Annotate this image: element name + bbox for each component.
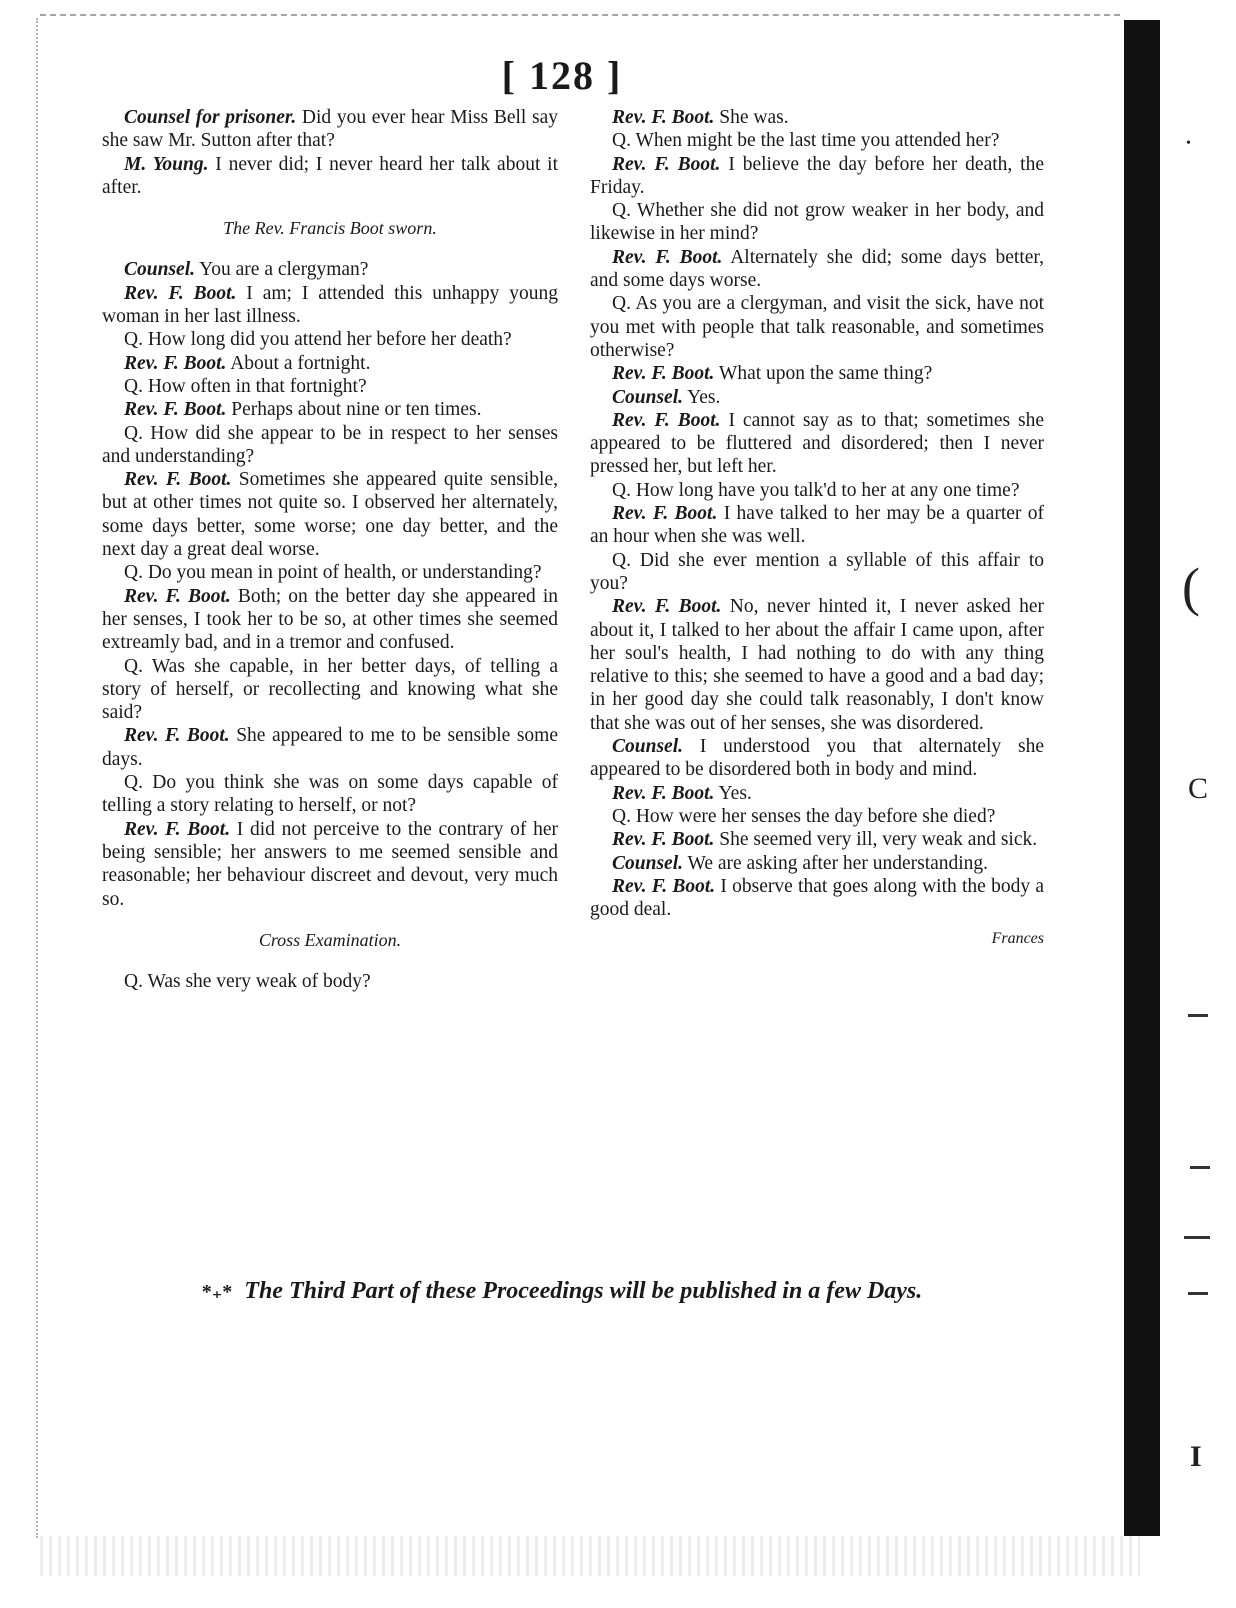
testimony-text: Q. How often in that fortnight?: [124, 375, 367, 397]
testimony-text: Perhaps about nine or ten times.: [226, 399, 482, 421]
testimony-paragraph: [102, 655, 558, 725]
speaker-label: Counsel.: [124, 259, 195, 281]
left-column: [102, 106, 558, 993]
right-column: [590, 106, 1044, 951]
testimony-paragraph: [102, 468, 558, 561]
testimony-paragraph: [590, 875, 1044, 922]
page-number: [ 128 ]: [501, 53, 623, 98]
testimony-paragraph: [590, 246, 1044, 293]
speaker-label: Rev. F. Boot.: [124, 818, 231, 840]
testimony-text: Q. How were her senses the day before she died?: [612, 805, 996, 827]
speaker-label: Rev. F. Boot.: [124, 399, 227, 421]
testimony-text: Both; on the better day she appeared in her senses, I took her to be so, at other times she seemed extreamly bad, and in a tremor and confused.: [102, 585, 558, 654]
testimony-text: I did not perceive to the contrary of her being sensible; her answers to me seemed sensible and reasonable; her behaviour discreet and devout, very much so.: [102, 818, 558, 910]
testimony-paragraph: [590, 199, 1044, 246]
speaker-label: Rev. F. Boot.: [612, 875, 716, 897]
testimony-text: Sometimes she appeared quite sensible, but at other times not quite so. I observed her alternately, some days better, some worse; one day better, and the next day a great deal worse.: [102, 469, 558, 561]
testimony-text: I understood you that alternately she appeared to be disordered both in body and mind.: [590, 736, 1044, 781]
testimony-text: Alternately she did; some days better, and some days worse.: [590, 246, 1044, 292]
testimony-paragraph: [590, 852, 1044, 875]
margin-dash: [1188, 1292, 1208, 1295]
testimony-paragraph: [102, 771, 558, 818]
margin-dot: •: [1186, 136, 1191, 151]
testimony-paragraph: [102, 970, 558, 993]
speaker-label: Rev. F. Boot.: [124, 469, 232, 491]
testimony-text: I have talked to her may be a quarter of an hour when she was well.: [590, 503, 1044, 548]
speaker-label: Rev. F. Boot.: [612, 246, 723, 268]
speaker-label: Counsel.: [612, 852, 683, 874]
catchword: Frances: [991, 930, 1044, 948]
testimony-paragraph: [102, 328, 558, 351]
testimony-text: She seemed very ill, very weak and sick.: [714, 829, 1038, 851]
speaker-label: Counsel for prisoner.: [124, 107, 297, 128]
testimony-paragraph: [102, 561, 558, 584]
testimony-text: Q. Was she very weak of body?: [124, 971, 371, 993]
testimony-paragraph: [102, 106, 558, 153]
testimony-paragraph: [590, 362, 1044, 385]
testimony-paragraph: [590, 549, 1044, 596]
facing-page-fragments: [1178, 0, 1236, 1608]
testimony-paragraph: [590, 735, 1044, 782]
testimony-paragraph: [102, 153, 558, 200]
scan-edge-bottom: [40, 1536, 1140, 1576]
testimony-paragraph: [590, 386, 1044, 409]
asterism: *₊*: [201, 1281, 233, 1303]
testimony-text: Q. When might be the last time you attended her?: [612, 130, 1000, 152]
testimony-text: She appeared to me to be sensible some days.: [102, 725, 558, 770]
testimony-paragraph: [102, 282, 558, 329]
speaker-label: Rev. F. Boot.: [612, 409, 721, 431]
testimony-text: I believe the day before her death, the Friday.: [590, 153, 1044, 198]
testimony-paragraph: [102, 352, 558, 375]
testimony-text: Q. How long have you talk'd to her at any one time?: [612, 479, 1020, 501]
testimony-text: Q. Whether she did not grow weaker in her body, and likewise in her mind?: [590, 200, 1044, 245]
speaker-label: Rev. F. Boot.: [124, 725, 230, 747]
testimony-paragraph: [590, 409, 1044, 479]
speaker-label: Rev. F. Boot.: [612, 782, 715, 804]
section-heading: The Rev. Francis Boot sworn.: [223, 218, 437, 239]
speaker-label: Counsel.: [612, 386, 683, 408]
margin-fragment-paren: (: [1182, 557, 1200, 617]
testimony-text: Q. Do you mean in point of health, or understanding?: [124, 562, 542, 584]
margin-fragment-i: I: [1190, 1440, 1202, 1473]
notice-text: The Third Part of these Proceedings will be published in a few Days.: [244, 1278, 923, 1304]
speaker-label: Rev. F. Boot.: [612, 153, 721, 175]
speaker-label: Counsel.: [612, 736, 683, 758]
testimony-paragraph: [590, 782, 1044, 805]
testimony-paragraph: [590, 805, 1044, 828]
testimony-paragraph: [590, 502, 1044, 549]
testimony-text: Q. How long did you attend her before her death?: [124, 329, 512, 351]
testimony-text: I observe that goes along with the body a good deal.: [590, 875, 1044, 921]
testimony-paragraph: [102, 724, 558, 771]
speaker-label: Rev. F. Boot.: [612, 829, 715, 851]
testimony-paragraph: [590, 479, 1044, 502]
testimony-text: Q. How did she appear to be in respect to her senses and understanding?: [102, 422, 558, 467]
testimony-paragraph: [102, 818, 558, 911]
section-heading: Cross Examination.: [258, 929, 402, 950]
testimony-paragraph: [590, 153, 1044, 200]
margin-dash: [1190, 1166, 1210, 1169]
testimony-text: Q. Was she capable, in her better days, of telling a story of herself, or recollecting and knowing what she said?: [102, 655, 558, 724]
testimony-text: Yes.: [682, 386, 721, 408]
testimony-text: Did you ever hear Miss Bell say she saw Mr. Sutton after that?: [102, 107, 558, 152]
testimony-paragraph: [102, 258, 558, 281]
testimony-text: I cannot say as to that; sometimes she appeared to be fluttered and disordered; then I never pressed her, but left her.: [590, 409, 1045, 478]
speaker-label: Rev. F. Boot.: [612, 107, 715, 128]
testimony-text: Yes.: [714, 782, 752, 804]
speaker-label: Rev. F. Boot.: [124, 352, 227, 374]
speaker-label: Rev. F. Boot.: [612, 363, 715, 385]
speaker-label: Rev. F. Boot.: [124, 585, 231, 607]
testimony-text: No, never hinted it, I never asked her about it, I talked to her about the affair I came upon, after her soul's health, I had nothing to do with any thing relative to this; she seemed to have a good and a bad day; in her good day she could talk reasonably, I don't know that she was out of her senses, she was disordered.: [590, 596, 1045, 734]
testimony-text: What upon the same thing?: [714, 363, 933, 385]
testimony-paragraph: [590, 828, 1044, 851]
speaker-label: Rev. F. Boot.: [612, 596, 722, 618]
binding-shadow: [1124, 20, 1160, 1536]
testimony-text: I am; I attended this unhappy young woman in her last illness.: [102, 282, 559, 328]
testimony-paragraph: [102, 398, 558, 421]
margin-fragment-c: C: [1188, 772, 1209, 805]
testimony-paragraph: [590, 106, 1044, 129]
testimony-paragraph: [102, 585, 558, 655]
testimony-paragraph: [102, 422, 558, 469]
margin-dash: [1184, 1236, 1210, 1239]
scan-edge-left: [36, 18, 41, 1538]
testimony-paragraph: [102, 375, 558, 398]
testimony-text: She was.: [714, 107, 789, 128]
testimony-text: We are asking after her understanding.: [682, 852, 989, 874]
testimony-text: Q. Do you think she was on some days capable of telling a story relating to herself, or not?: [102, 772, 558, 817]
testimony-paragraph: [590, 129, 1044, 152]
testimony-paragraph: [590, 595, 1044, 735]
margin-dash: [1188, 1014, 1208, 1017]
speaker-label: M. Young.: [124, 153, 209, 175]
testimony-text: Q. As you are a clergyman, and visit the sick, have not you met with people that talk reasonable, and sometimes otherwise?: [590, 293, 1044, 361]
testimony-text: Q. Did she ever mention a syllable of this affair to you?: [590, 549, 1044, 594]
testimony-paragraph: [590, 292, 1044, 362]
testimony-text: I never did; I never heard her talk about it after.: [102, 153, 558, 198]
testimony-text: About a fortnight.: [226, 352, 371, 374]
scan-edge-top: [40, 14, 1120, 19]
testimony-text: You are a clergyman?: [194, 259, 369, 281]
speaker-label: Rev. F. Boot.: [124, 282, 237, 304]
publication-notice: [0, 1278, 1124, 1305]
speaker-label: Rev. F. Boot.: [612, 503, 718, 525]
